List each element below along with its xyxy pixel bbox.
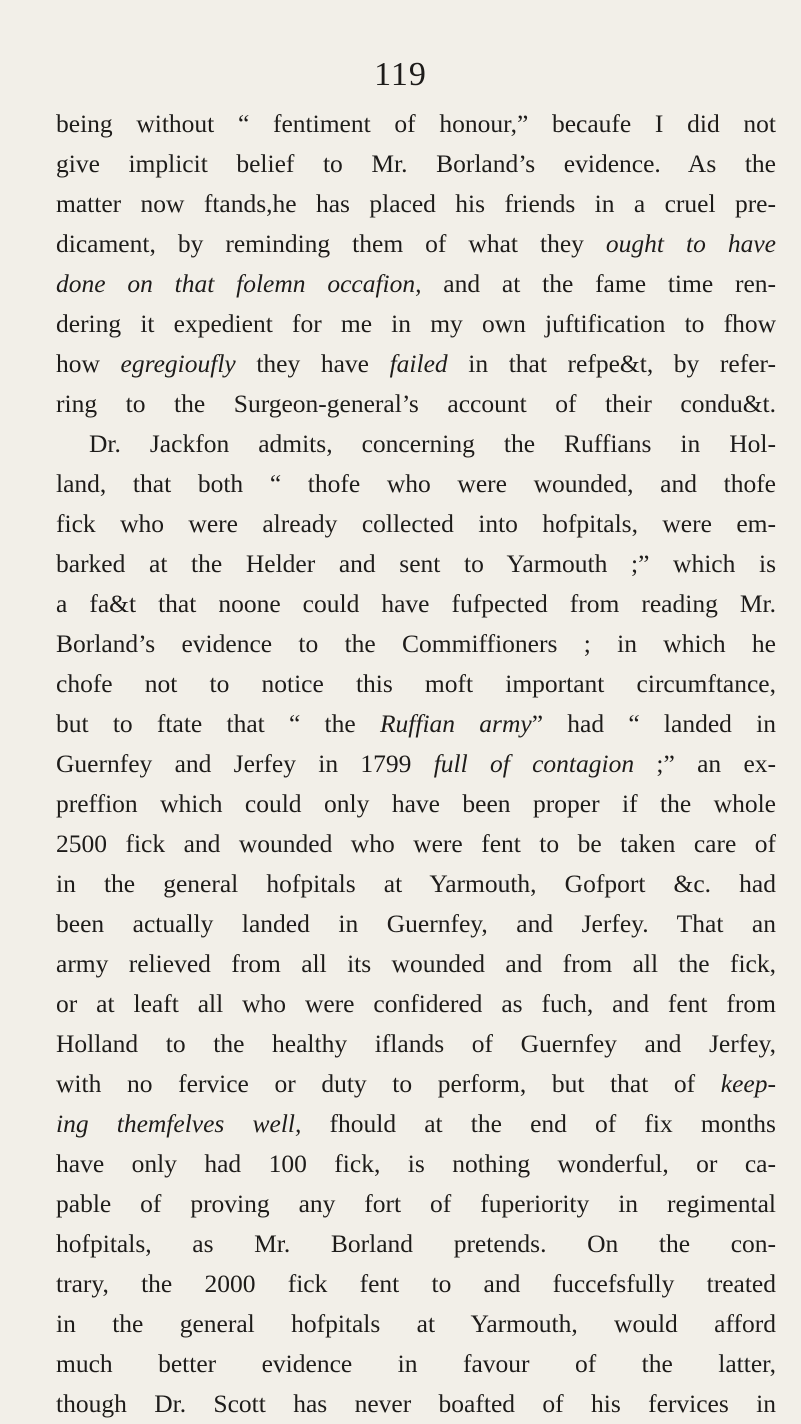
italic-text: ing themfelves well, xyxy=(56,1109,302,1138)
text-run: they have xyxy=(235,349,390,378)
text-line xyxy=(56,1344,776,1384)
text-run: matter now ftands,he has placed his friends in a cruel pre- xyxy=(56,189,776,218)
text-run: or at leaft all who were confidered as fuch, and fent from xyxy=(56,989,776,1018)
text-line xyxy=(56,264,776,304)
text-run: Borland’s evidence to the Commiffioners ; in which he xyxy=(56,629,776,658)
text-line xyxy=(56,984,776,1024)
text-line xyxy=(56,744,776,784)
text-line xyxy=(56,184,776,224)
italic-text: keep- xyxy=(720,1069,776,1098)
italic-text: full of contagion xyxy=(433,749,635,778)
page-number: 119 xyxy=(374,56,427,93)
text-run: Dr. Jackfon admits, concerning the Ruffians in Hol- xyxy=(89,429,776,458)
text-run: dicament, by reminding them of what they xyxy=(56,229,606,258)
text-line xyxy=(56,384,776,424)
text-run: army relieved from all its wounded and from all the fick, xyxy=(56,949,776,978)
text-run: ” had “ landed in xyxy=(531,709,776,738)
text-run: in the general hofpitals at Yarmouth, Gofport &c. had xyxy=(56,869,776,898)
text-line xyxy=(56,464,776,504)
text-line xyxy=(56,904,776,944)
text-run: fick who were already collected into hofpitals, were em- xyxy=(56,509,776,538)
text-run: have only had 100 fick, is nothing wonderful, or ca- xyxy=(56,1149,776,1178)
text-line xyxy=(56,624,776,664)
text-line xyxy=(56,1024,776,1064)
text-run: a fa&t that noone could have fufpected from reading Mr. xyxy=(56,589,776,618)
text-run: ;” an ex- xyxy=(634,749,777,778)
text-line xyxy=(56,144,776,184)
text-line xyxy=(56,344,776,384)
text-run: ring to the Surgeon-general’s account of their condu&t. xyxy=(56,389,776,418)
text-run: fhould at the end of fix months xyxy=(301,1109,776,1138)
text-line xyxy=(56,664,776,704)
italic-text: egregioufly xyxy=(120,349,236,378)
text-run: chofe not to notice this moft important circumftance, xyxy=(56,669,776,698)
text-run: with no fervice or duty to perform, but that of xyxy=(56,1069,721,1098)
text-run: being without “ fentiment of honour,” becaufe I did not xyxy=(56,109,776,138)
text-line xyxy=(56,1144,776,1184)
text-line xyxy=(56,544,776,584)
text-line xyxy=(56,1104,776,1144)
text-line xyxy=(56,824,776,864)
text-run: been actually landed in Guernfey, and Jerfey. That an xyxy=(56,909,776,938)
text-line xyxy=(56,864,776,904)
text-line xyxy=(56,1304,776,1344)
italic-text: ought to have xyxy=(605,229,776,258)
text-run: hofpitals, as Mr. Borland pretends. On the con- xyxy=(56,1229,776,1258)
text-run: in the general hofpitals at Yarmouth, would afford xyxy=(56,1309,776,1338)
italic-text: done on that folemn occafion, xyxy=(56,269,422,298)
text-run: preffion which could only have been proper if the whole xyxy=(56,789,776,818)
text-line xyxy=(56,944,776,984)
text-line xyxy=(56,704,776,744)
text-line xyxy=(56,424,776,464)
text-line xyxy=(56,784,776,824)
text-run: but to ftate that “ the xyxy=(56,709,380,738)
text-run: land, that both “ thofe who were wounded, and thofe xyxy=(56,469,776,498)
text-run: trary, the 2000 fick fent to and fuccefsfully treated xyxy=(56,1269,776,1298)
text-run: Guernfey and Jerfey in 1799 xyxy=(56,749,434,778)
text-run: though Dr. Scott has never boafted of his fervices in xyxy=(56,1389,776,1418)
text-line xyxy=(56,104,776,144)
text-run: in that refpe&t, by refer- xyxy=(447,349,776,378)
text-line xyxy=(56,1264,776,1304)
body-text xyxy=(56,104,776,1424)
text-line xyxy=(56,1224,776,1264)
italic-text: failed xyxy=(389,349,448,378)
text-line xyxy=(56,1064,776,1104)
text-run: and at the fame time ren- xyxy=(421,269,776,298)
text-run: dering it expedient for me in my own juftification to fhow xyxy=(56,309,776,338)
text-run: much better evidence in favour of the latter, xyxy=(56,1349,776,1378)
text-run: 2500 fick and wounded who were fent to be taken care of xyxy=(56,829,776,858)
text-run: give implicit belief to Mr. Borland’s evidence. As the xyxy=(56,149,776,178)
text-line xyxy=(56,1184,776,1224)
italic-text: Ruffian army xyxy=(379,709,532,738)
text-line xyxy=(56,224,776,264)
text-line xyxy=(56,1384,776,1424)
text-run: barked at the Helder and sent to Yarmouth ;” which is xyxy=(56,549,776,578)
text-run: how xyxy=(56,349,121,378)
text-line xyxy=(56,504,776,544)
text-line xyxy=(56,584,776,624)
text-line xyxy=(56,304,776,344)
text-run: pable of proving any fort of fuperiority in regimental xyxy=(56,1189,776,1218)
text-run: Holland to the healthy iflands of Guernfey and Jerfey, xyxy=(56,1029,776,1058)
